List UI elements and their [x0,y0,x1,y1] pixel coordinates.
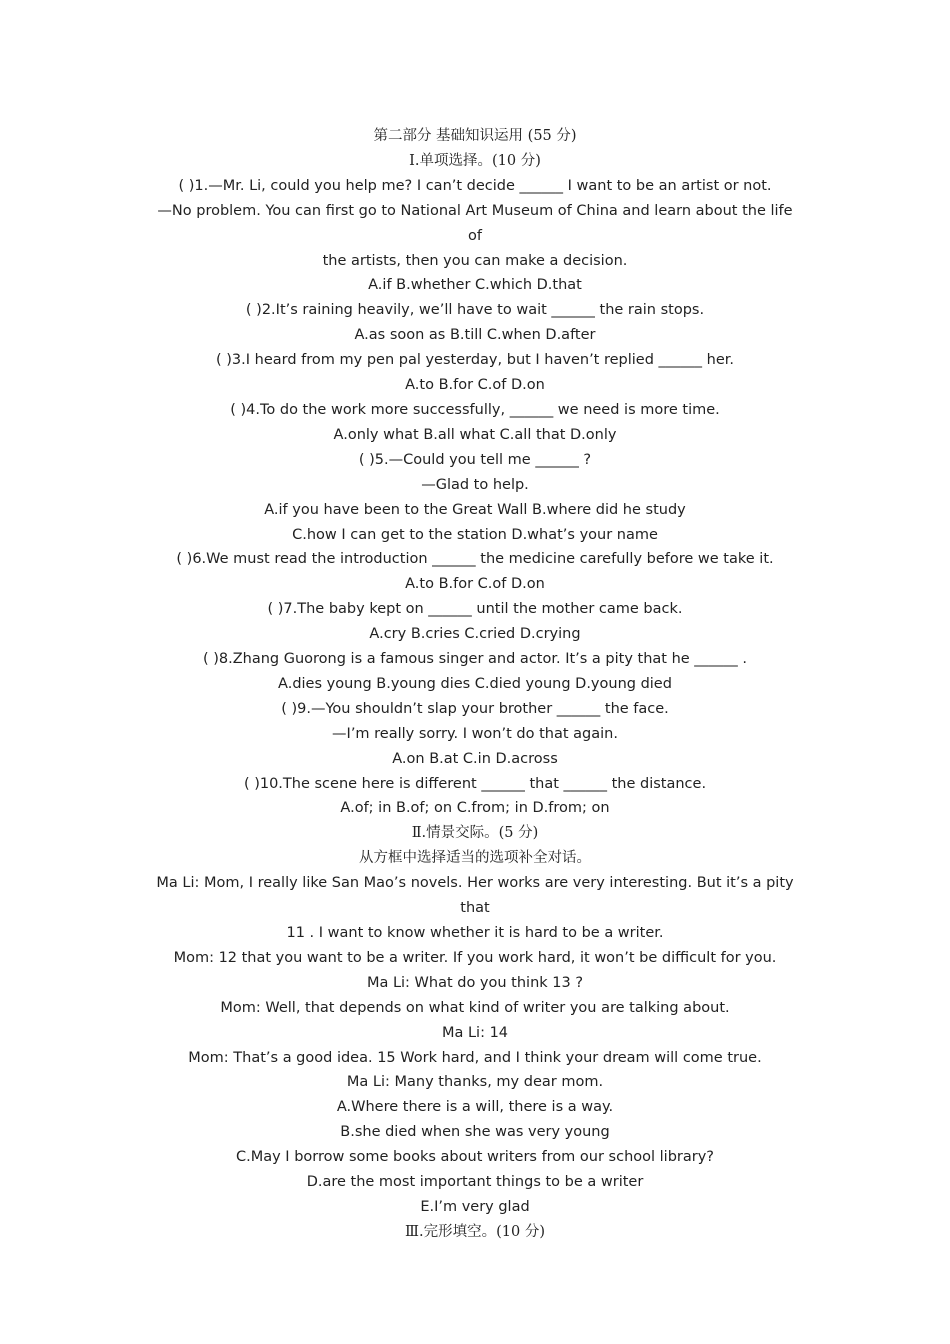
dialogue-line: Ma Li: Many thanks, my dear mom. [346,1074,604,1091]
dialogue-line: Ma Li: 14 [441,1024,509,1041]
question-6-options: A.to B.for C.of D.on [405,576,545,593]
question-8-options: A.dies young B.young dies C.died young D.young died [278,675,672,692]
dialogue-option-c: C.May I borrow some books about writers from our school library? [235,1149,714,1166]
question-1-dialogue-cont: the artists, then you can make a decision. [322,252,628,269]
dialogue-line: Ma Li: Mom, I really like San Mao’s novels. Her works are very interesting. But it’s a pity [156,875,794,892]
question-8: ( )8.Zhang Guorong is a famous singer and actor. It’s a pity that he ______ . [202,651,748,668]
dialogue-option-a: A.Where there is a will, there is a way. [336,1099,614,1116]
question-10: ( )10.The scene here is different ______ that ______ the distance. [243,775,707,792]
document-page [150,124,800,1245]
question-7-options: A.cry B.cries C.cried D.crying [369,626,581,643]
dialogue-option-b: B.she died when she was very young [340,1124,610,1141]
question-5-options-cd: C.how I can get to the station D.what’s your name [292,526,658,543]
subsection-heading-cloze: Ⅲ.完形填空。(10 分) [405,1223,545,1240]
dialogue-line: Mom: Well, that depends on what kind of writer you are talking about. [220,999,730,1016]
question-4: ( )4.To do the work more successfully, ______ we need is more time. [230,401,720,418]
question-5-reply: —Glad to help. [421,476,529,493]
question-5: ( )5.—Could you tell me ______ ? [358,451,592,468]
question-7: ( )7.The baby kept on ______ until the mother came back. [267,601,683,618]
dialogue-option-d: D.are the most important things to be a writer [306,1174,644,1191]
question-1-dialogue: —No problem. You can first go to National Art Museum of China and learn about the life of [157,202,798,244]
question-5-options-ab: A.if you have been to the Great Wall B.where did he study [264,501,686,518]
question-2: ( )2.It’s raining heavily, we’ll have to wait ______ the rain stops. [245,302,705,319]
subsection-heading-dialogue: Ⅱ.情景交际。(5 分) [411,825,539,842]
question-3: ( )3.I heard from my pen pal yesterday, but I haven’t replied ______ her. [216,352,734,369]
question-10-options: A.of; in B.of; on C.from; in D.from; on [340,800,610,817]
dialogue-line: that [460,900,490,917]
section-title: 第二部分 基础知识运用 (55 分) [373,128,577,144]
question-9: ( )9.—You shouldn’t slap your brother ______ the face. [281,700,669,717]
question-1-options: A.if B.whether C.which D.that [368,277,582,294]
question-9-reply: —I’m really sorry. I won’t do that again. [332,725,618,742]
question-2-options: A.as soon as B.till C.when D.after [354,327,596,344]
question-6: ( )6.We must read the introduction ______ the medicine carefully before we take it. [176,551,774,568]
dialogue-line: Mom: That’s a good idea. 15 Work hard, and I think your dream will come true. [188,1049,762,1066]
dialogue-option-e: E.I’m very glad [420,1198,530,1215]
question-1: ( )1.—Mr. Li, could you help me? I can’t decide ______ I want to be an artist or not. [178,177,772,194]
subsection-heading-single-choice: Ⅰ.单项选择。(10 分) [409,152,541,169]
dialogue-line: 11 . I want to know whether it is hard to be a writer. [286,925,664,941]
dialogue-instruction: 从方框中选择适当的选项补全对话。 [359,850,591,867]
question-3-options: A.to B.for C.of D.on [405,377,545,394]
dialogue-line: Mom: 12 that you want to be a writer. If you work hard, it won’t be difficult for you. [173,949,777,966]
question-9-options: A.on B.at C.in D.across [392,750,558,767]
question-4-options: A.only what B.all what C.all that D.only [333,426,617,443]
dialogue-line: Ma Li: What do you think 13 ? [366,974,584,991]
